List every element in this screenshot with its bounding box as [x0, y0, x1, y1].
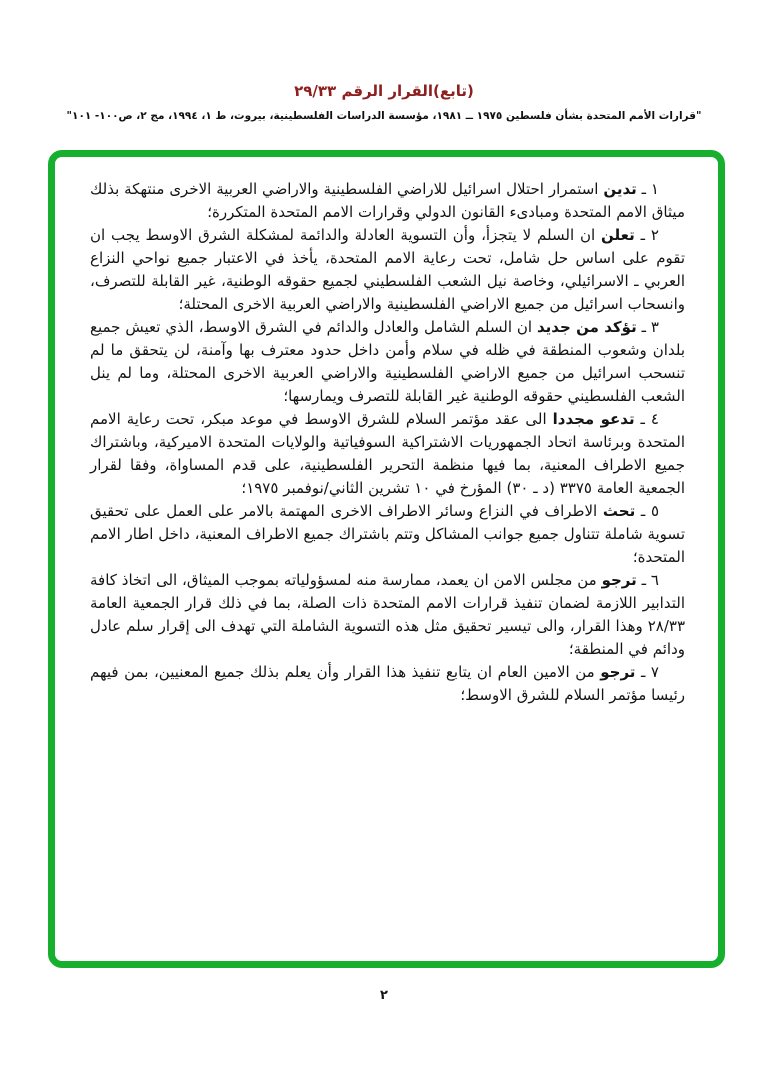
resolution-text — [55, 157, 718, 707]
paragraph-lead: ترجو — [600, 663, 636, 681]
paragraph-lead: ترجو — [601, 571, 637, 589]
paragraph-number: ٣ ـ — [641, 318, 659, 336]
paragraph-lead: تؤكد من جديد — [537, 318, 637, 336]
paragraph-text: ان السلم الشامل والعادل والدائم في الشرق الاوسط، الذي تعيش جميع بلدان وشعوب المنطقة في ظله في سلام وأمن داخل حدود معترف بها وآمنة، لن يتحقق ما لم تنسحب اسرائيل من جميع الاراضي الفلسطينية والاراضي العربية الاخرى المحتلة، وما لم ينل الشعب الفلسطيني حقوقه الوطنية غير القابلة للتصرف ويمارسها؛ — [90, 318, 685, 405]
resolution-paragraph-5 — [90, 500, 685, 569]
resolution-paragraph-3 — [90, 316, 685, 408]
paragraph-lead: تعلن — [601, 226, 635, 244]
paragraph-text: الى عقد مؤتمر السلام للشرق الاوسط في موعد مبكر، تحت رعاية الامم المتحدة وبرئاسة اتحاد الجمهوريات الاشتراكية السوفياتية والولايات المتحدة الاميركية، وباشتراك جميع الاطراف المعنية، بما فيها منظمة التحرير الفلسطينية، على قدم المساواة، وفقا لقرار الجمعية العامة ٣٣٧٥ (د ـ ٣٠) المؤرخ في ١٠ تشرين الثاني/نوفمبر ١٩٧٥؛ — [90, 410, 685, 497]
page-number: ٢ — [380, 988, 388, 1003]
resolution-paragraph-6 — [90, 569, 685, 661]
resolution-paragraph-7 — [90, 661, 685, 707]
paragraph-lead: تحث — [602, 502, 636, 520]
paragraph-text: الاطراف في النزاع وسائر الاطراف الاخرى المهتمة بالامر على العمل على تحقيق تسوية شاملة تتناول جميع جوانب المشاكل وتتم باشتراك جميع الاطراف المعنية، داخل اطار الامم المتحدة؛ — [90, 502, 685, 566]
paragraph-lead: تدعو مجددا — [552, 410, 635, 428]
resolution-paragraph-1 — [90, 178, 685, 224]
resolution-paragraph-2 — [90, 224, 685, 316]
paragraph-text: ان السلم لا يتجزأ، وأن التسوية العادلة والدائمة لمشكلة الشرق الاوسط يجب ان تقوم على اساس حل شامل، تحت رعاية الامم المتحدة، يأخذ في الاعتبار جميع نواحي النزاع العربي ـ الاسرائيلي، وخاصة نيل الشعب الفلسطيني لجميع حقوقه الوطنية، غير القابلة للتصرف، وانسحاب اسرائيل من جميع الاراضي الفلسطينية والاراضي العربية الاخرى المحتلة؛ — [90, 226, 685, 313]
paragraph-number: ٥ ـ — [640, 502, 660, 520]
source-citation: "قرارات الأمم المتحدة بشأن فلسطين ١٩٧٥ ــ ١٩٨١، مؤسسة الدراسات الفلسطينية، بيروت، ط ١، ١٩٩٤، مج ٢، ص١٠٠- ١٠١" — [66, 110, 702, 122]
resolution-paragraph-4 — [90, 408, 685, 500]
paragraph-text: من الامين العام ان يتابع تنفيذ هذا القرار وأن يعلم بذلك جميع المعنيين، بمن فيهم رئيسا مؤتمر السلام للشرق الاوسط؛ — [90, 663, 685, 704]
green-border-box — [48, 150, 725, 968]
paragraph-number: ٤ ـ — [640, 410, 659, 428]
paragraph-number: ٦ ـ — [641, 571, 659, 589]
paragraph-lead: تدين — [603, 180, 637, 198]
resolution-title: (تابع)القرار الرقم ٢٩/٣٣ — [294, 82, 474, 100]
paragraph-number: ٢ ـ — [640, 226, 659, 244]
paragraph-text: استمرار احتلال اسرائيل للاراضي الفلسطينية والاراضي العربية الاخرى منتهكة بذلك ميثاق الامم المتحدة ومبادىء القانون الدولي وقرارات الامم المتحدة المتكررة؛ — [90, 180, 685, 221]
paragraph-text: من مجلس الامن ان يعمد، ممارسة منه لمسؤولياته بموجب الميثاق، الى اتخاذ كافة التدابير اللازمة لضمان تنفيذ قرارات الامم المتحدة ذات الصلة، بما في ذلك قرار الجمعية العامة ٢٨/٣٣ وهذا القرار، والى تيسير تحقيق مثل هذه التسوية الشاملة التي تهدف الى إقرار سلم عادل ودائم في المنطقة؛ — [90, 571, 685, 658]
paragraph-number: ١ ـ — [641, 180, 659, 198]
paragraph-number: ٧ ـ — [640, 663, 659, 681]
